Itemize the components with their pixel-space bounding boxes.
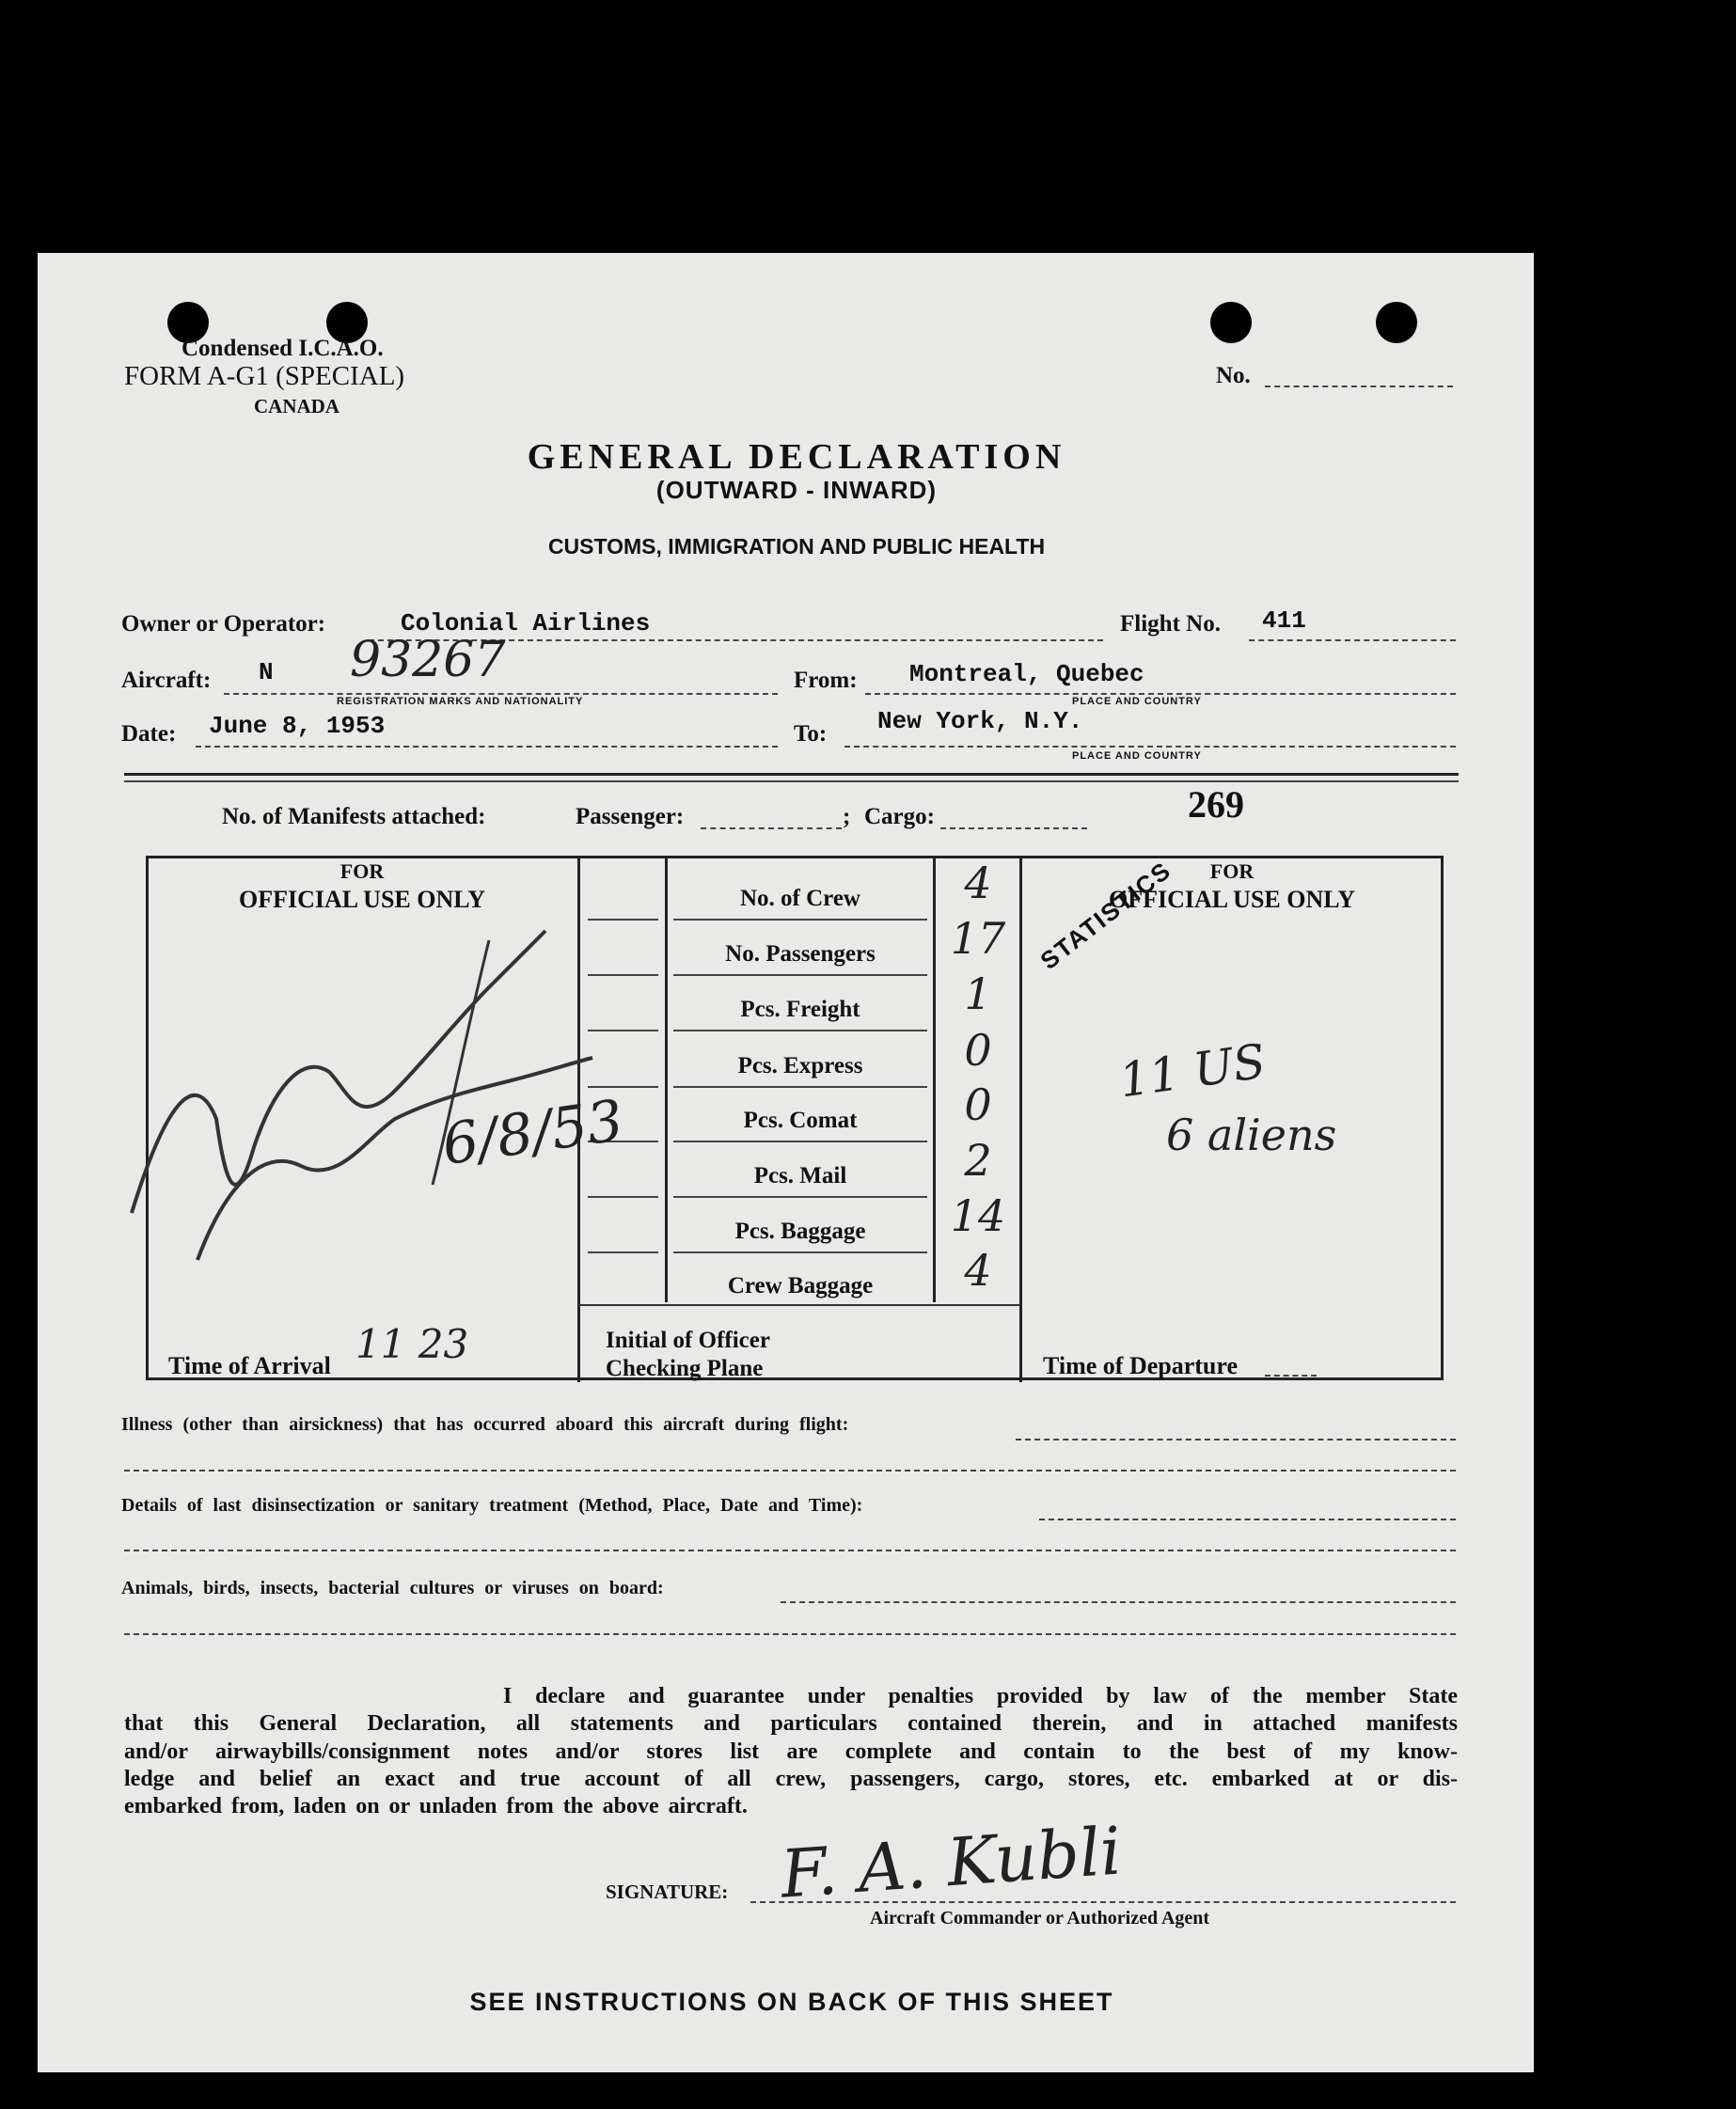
passenger-count-value[interactable]: 17 [950, 913, 1006, 964]
section-divider [124, 780, 1459, 782]
time-departure-label: Time of Departure [1043, 1352, 1238, 1379]
aircraft-value[interactable]: 93267 [350, 632, 506, 688]
freight-count-value[interactable]: 1 [964, 968, 992, 1019]
registration-caption: REGISTRATION MARKS AND NATIONALITY [337, 696, 584, 707]
row-line [673, 1086, 927, 1088]
box-divider [1019, 856, 1022, 1382]
commander-signature[interactable]: F. A. Kubli [778, 1812, 1125, 1913]
box-divider [665, 856, 668, 1302]
cargo-manifest-label: Cargo: [864, 804, 935, 829]
mail-count-label: Pcs. Mail [753, 1163, 847, 1188]
animals-field-line-2[interactable] [124, 1633, 1456, 1635]
row-line [673, 1030, 927, 1031]
form-condensed-label: Condensed I.C.A.O. [181, 336, 384, 361]
initial-officer-label: Initial of Officer [606, 1328, 770, 1353]
left-official-label: OFFICIAL USE ONLY [239, 886, 485, 913]
manifest-number: 269 [1188, 783, 1244, 826]
form-no-field[interactable] [1265, 386, 1453, 387]
form-id: FORM A-G1 (SPECIAL) [124, 361, 405, 391]
comat-count-value[interactable]: 0 [964, 1079, 992, 1130]
row-line [673, 974, 927, 976]
left-official-for: FOR [339, 859, 385, 883]
row-line [673, 1141, 927, 1142]
passenger-manifest-field[interactable] [701, 827, 842, 829]
from-field-line [865, 693, 1456, 695]
time-arrival-label: Time of Arrival [168, 1352, 331, 1379]
express-count-value[interactable]: 0 [964, 1025, 992, 1076]
right-official-for: FOR [1209, 859, 1255, 883]
to-label: To: [794, 721, 828, 747]
officer-date: 6/8/53 [438, 1087, 628, 1179]
time-arrival-value[interactable]: 11 23 [355, 1321, 469, 1367]
signature-label: SIGNATURE: [606, 1881, 729, 1903]
date-field-line [196, 746, 778, 748]
illness-question: Illness (other than airsickness) that has occurred aboard this aircraft during flight: [121, 1414, 849, 1435]
disinsectization-field-line-2[interactable] [124, 1550, 1456, 1551]
from-value[interactable]: Montreal, Quebec [909, 660, 1144, 688]
footer-instructions: SEE INSTRUCTIONS ON BACK OF THIS SHEET [469, 1988, 1114, 2016]
crew-baggage-count-label: Crew Baggage [727, 1273, 874, 1298]
declaration-line-5: embarked from, laden on or unladen from the above aircraft. [124, 1794, 748, 1818]
page-subtitle: (OUTWARD - INWARD) [655, 476, 938, 504]
flight-label: Flight No. [1120, 611, 1221, 637]
crew-count-label: No. of Crew [740, 886, 860, 911]
section-divider [124, 773, 1459, 776]
crew-baggage-count-value[interactable]: 4 [964, 1245, 992, 1296]
row-line [673, 1251, 927, 1253]
manifest-separator: ; [843, 804, 851, 829]
from-place-caption: PLACE AND COUNTRY [1072, 696, 1202, 707]
declaration-line-3: and/or airwaybills/consignment notes and/or stores list are complete and contain to the best of my know- [124, 1739, 1458, 1764]
to-place-caption: PLACE AND COUNTRY [1072, 750, 1202, 762]
owner-value[interactable]: Colonial Airlines [401, 609, 651, 637]
disinsectization-field[interactable] [1039, 1519, 1456, 1520]
from-label: From: [794, 668, 858, 693]
note-us-count: 11 US [1115, 1033, 1270, 1109]
owner-label: Owner or Operator: [121, 611, 326, 637]
to-field-line [844, 746, 1456, 748]
date-label: Date: [121, 721, 177, 747]
freight-count-label: Pcs. Freight [740, 997, 860, 1022]
row-line [673, 919, 927, 921]
box-divider [578, 1304, 1020, 1306]
flight-value[interactable]: 411 [1262, 606, 1306, 635]
note-aliens-count: 6 aliens [1166, 1110, 1337, 1160]
mail-count-value[interactable]: 2 [964, 1135, 992, 1186]
punch-hole [1376, 302, 1417, 343]
crew-count-value[interactable]: 4 [964, 858, 992, 908]
page-department: CUSTOMS, IMMIGRATION AND PUBLIC HEALTH [547, 534, 1046, 559]
passenger-count-label: No. Passengers [725, 941, 876, 967]
time-departure-field[interactable] [1265, 1375, 1317, 1377]
manifests-label: No. of Manifests attached: [222, 804, 486, 829]
signature-caption: Aircraft Commander or Authorized Agent [870, 1908, 1210, 1928]
baggage-count-value[interactable]: 14 [950, 1190, 1006, 1241]
declaration-line-4: ledge and belief an exact and true account of all crew, passengers, cargo, stores, etc. embarked at or dis- [124, 1767, 1458, 1791]
aircraft-field-line [224, 693, 778, 695]
right-official-label: OFFICIAL USE ONLY [1109, 886, 1355, 913]
illness-field-line-2[interactable] [124, 1470, 1456, 1472]
officer-signature-scribble [113, 903, 602, 1298]
animals-field[interactable] [781, 1601, 1456, 1603]
box-divider [933, 856, 936, 1302]
date-value[interactable]: June 8, 1953 [209, 712, 386, 740]
baggage-count-label: Pcs. Baggage [734, 1219, 866, 1244]
checking-plane-label: Checking Plane [606, 1356, 764, 1381]
passenger-manifest-label: Passenger: [576, 804, 685, 829]
aircraft-prefix[interactable]: N [259, 658, 274, 686]
declaration-line-2: that this General Declaration, all statements and particulars contained therein, and in attached manifests [124, 1711, 1458, 1736]
page-title: GENERAL DECLARATION [527, 437, 1066, 477]
illness-field[interactable] [1016, 1439, 1456, 1440]
aircraft-label: Aircraft: [121, 668, 212, 693]
punch-hole [1210, 302, 1252, 343]
flight-field-line [1249, 639, 1456, 641]
animals-question: Animals, birds, insects, bacterial cultures or viruses on board: [121, 1578, 664, 1598]
to-value[interactable]: New York, N.Y. [877, 707, 1083, 735]
cargo-manifest-field[interactable] [940, 827, 1087, 829]
statistics-stamp: STATISTICS [1034, 855, 1177, 975]
express-count-label: Pcs. Express [737, 1053, 863, 1078]
form-country: CANADA [254, 395, 339, 417]
disinsectization-question: Details of last disinsectization or sanitary treatment (Method, Place, Date and Time): [121, 1495, 863, 1516]
declaration-line-1: I declare and guarantee under penalties provided by law of the member State [503, 1684, 1458, 1708]
comat-count-label: Pcs. Comat [743, 1108, 858, 1133]
form-no-label: No. [1216, 363, 1251, 388]
row-line [673, 1196, 927, 1198]
